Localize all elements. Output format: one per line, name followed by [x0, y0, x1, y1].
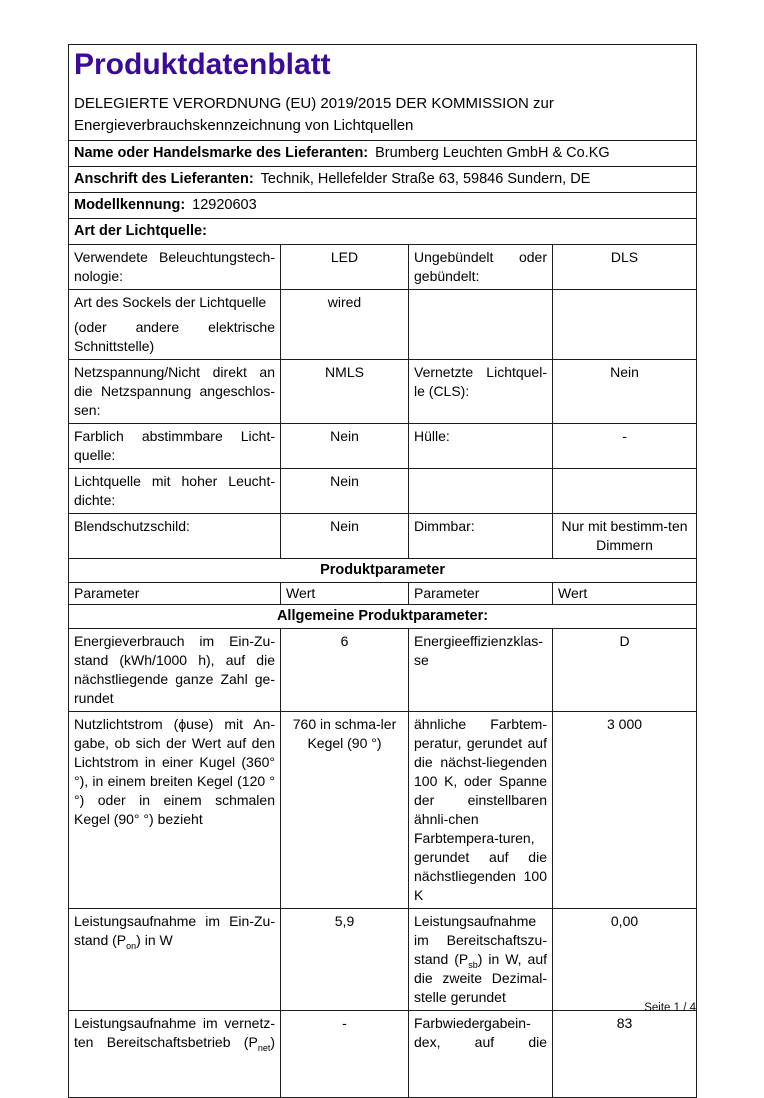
- regulation-line-1: DELEGIERTE VERORDNUNG (EU) 2019/2015 DER KOMMISSION zur: [74, 95, 554, 112]
- param-power-networked-standby-text: Leistungsaufnahme im vernetz-ten Bereitschaftsbetrieb (P: [74, 1015, 275, 1050]
- param-color-tunable: Farblich abstimmbare Licht-quelle:: [69, 424, 281, 469]
- param-color-rendering-index: Farbwiedergabein-dex, auf die: [409, 1011, 553, 1098]
- param-power-standby: [409, 909, 553, 1011]
- table-row: [69, 360, 697, 424]
- param-mains: Netzspannung/Nicht direkt an die Netzspannung angeschlos-sen:: [69, 360, 281, 424]
- light-source-type-row: [69, 219, 697, 245]
- value-socket: wired: [281, 290, 409, 360]
- param-energy-class: Energieeffizienzklas-se: [409, 629, 553, 712]
- param-socket-line-1: Art des Sockels der Lichtquelle: [74, 294, 267, 310]
- param-color-temperature: ähnliche Farbtem-peratur, gerundet auf die nächst-liegenden 100 K, oder Spanne der einstellbaren ähnli-chen Farbtempera-turen, gerundet auf die nächstliegenden 100 K: [409, 712, 553, 909]
- column-header-parameter-left: Parameter: [69, 583, 281, 605]
- supplier-name-value: Brumberg Leuchten GmbH & Co.KG: [375, 145, 610, 161]
- table-row: [69, 629, 697, 712]
- param-useful-luminous-flux: Nutzlichtstrom (ϕuse) mit An-gabe, ob sich der Wert auf den Lichtstrom in einer Kugel (360° °), in einem breiten Kegel (120 °°) oder in einem schmalen Kegel (90° °) bezieht: [69, 712, 281, 909]
- table-row: [69, 514, 697, 559]
- value-empty: [553, 469, 697, 514]
- column-header-value-left: Wert: [281, 583, 409, 605]
- column-header-parameter-right: Parameter: [409, 583, 553, 605]
- supplier-address-row: [69, 167, 697, 193]
- datasheet-table: [68, 44, 697, 1098]
- subscript-on: on: [126, 940, 137, 951]
- value-color-rendering-index: 83: [553, 1011, 697, 1098]
- column-header-row: [69, 583, 697, 605]
- subscript-net: net: [257, 1042, 271, 1053]
- model-id-cell: [69, 193, 697, 219]
- light-source-type-cell: [69, 219, 697, 245]
- subsection-title-general-parameters: Allgemeine Produktparameter:: [69, 605, 697, 629]
- param-envelope: Hülle:: [409, 424, 553, 469]
- section-title-row: [69, 559, 697, 583]
- table-row: [69, 245, 697, 290]
- value-technology: LED: [281, 245, 409, 290]
- param-connected: Vernetzte Lichtquel-le (CLS):: [409, 360, 553, 424]
- param-socket: [69, 290, 281, 360]
- param-anti-glare: Blendschutzschild:: [69, 514, 281, 559]
- value-high-luminance: Nein: [281, 469, 409, 514]
- page-title: Produktdatenblatt: [74, 48, 331, 81]
- value-color-tunable: Nein: [281, 424, 409, 469]
- header-row: [69, 45, 697, 141]
- param-power-on-state-text: Leistungsaufnahme im Ein-Zu-stand (P: [74, 913, 275, 948]
- param-high-luminance: Lichtquelle mit hoher Leucht-dichte:: [69, 469, 281, 514]
- param-technology: Verwendete Beleuchtungstech-nologie:: [69, 245, 281, 290]
- param-empty: [409, 290, 553, 360]
- page-indicator: Seite 1 / 4: [644, 1002, 696, 1014]
- param-dimmable: Dimmbar:: [409, 514, 553, 559]
- table-row: [69, 290, 697, 360]
- value-power-on-state: 5,9: [281, 909, 409, 1011]
- value-dimmable: Nur mit bestimm-ten Dimmern: [553, 514, 697, 559]
- subsection-title-row: [69, 605, 697, 629]
- value-empty: [553, 290, 697, 360]
- param-power-standby-unit: ) in W, auf die zweite Dezimal-stelle gerundet: [414, 951, 547, 1005]
- value-energy-class: D: [553, 629, 697, 712]
- supplier-address-label: Anschrift des Lieferanten:: [74, 171, 254, 187]
- value-power-networked-standby: -: [281, 1011, 409, 1098]
- column-header-value-right: Wert: [553, 583, 697, 605]
- value-color-temperature: 3 000: [553, 712, 697, 909]
- section-title-product-parameters: Produktparameter: [69, 559, 697, 583]
- subscript-sb: sb: [468, 959, 478, 970]
- supplier-name-row: [69, 141, 697, 167]
- table-row: [69, 909, 697, 1011]
- supplier-name-cell: [69, 141, 697, 167]
- param-socket-line-2: (oder andere elektrische Schnittstelle): [74, 319, 275, 354]
- value-useful-luminous-flux: 760 in schma-ler Kegel (90 °): [281, 712, 409, 909]
- supplier-address-value: Technik, Hellefelder Straße 63, 59846 Sundern, DE: [260, 171, 591, 187]
- param-power-on-state-unit: ) in W: [136, 932, 173, 948]
- light-source-type-label: Art der Lichtquelle:: [74, 223, 207, 239]
- value-beam: DLS: [553, 245, 697, 290]
- value-energy-consumption: 6: [281, 629, 409, 712]
- param-energy-consumption: Energieverbrauch im Ein-Zu-stand (kWh/1000 h), auf die nächstliegende ganze Zahl ge-rundet: [69, 629, 281, 712]
- model-id-label: Modellkennung:: [74, 197, 186, 213]
- page-footer: [68, 1001, 696, 1016]
- header-cell: [69, 45, 697, 141]
- table-row: [69, 1011, 697, 1098]
- value-envelope: -: [553, 424, 697, 469]
- model-id-row: [69, 193, 697, 219]
- param-empty: [409, 469, 553, 514]
- param-beam: Ungebündelt oder gebündelt:: [409, 245, 553, 290]
- regulation-line-2: Energieverbrauchskennzeichnung von Lichtquellen: [74, 117, 414, 134]
- value-anti-glare: Nein: [281, 514, 409, 559]
- table-row: [69, 424, 697, 469]
- table-row: [69, 469, 697, 514]
- param-power-networked-standby-unit: ): [270, 1034, 275, 1050]
- model-id-value: 12920603: [192, 197, 257, 213]
- regulation-text: [74, 93, 691, 137]
- value-connected: Nein: [553, 360, 697, 424]
- param-power-standby-text: Leistungsaufnahme im Bereitschaftszu-stand (P: [414, 913, 547, 967]
- value-power-standby: 0,00: [553, 909, 697, 1011]
- value-mains: NMLS: [281, 360, 409, 424]
- param-power-networked-standby: [69, 1011, 281, 1098]
- supplier-name-label: Name oder Handelsmarke des Lieferanten:: [74, 145, 369, 161]
- supplier-address-cell: [69, 167, 697, 193]
- param-power-on-state: [69, 909, 281, 1011]
- table-row: [69, 712, 697, 909]
